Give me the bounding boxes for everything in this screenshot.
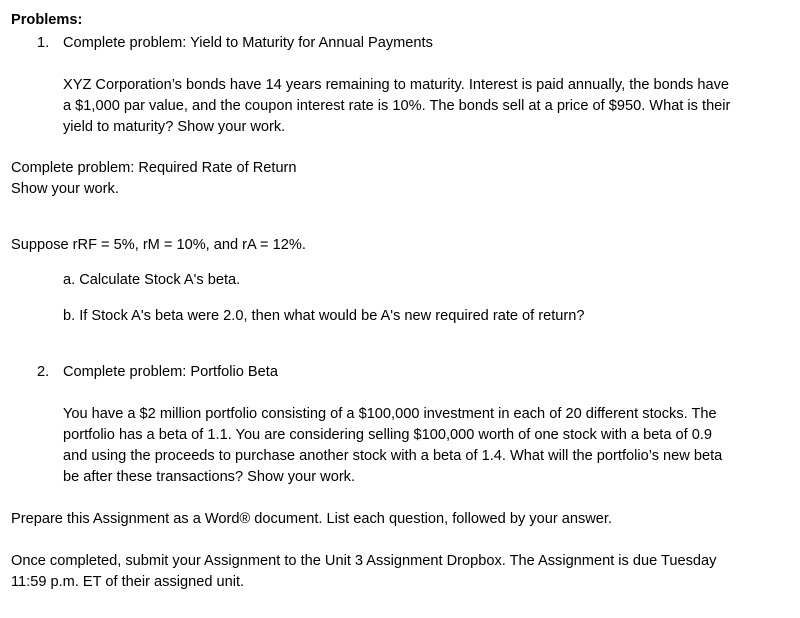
problem-2-body-line: and using the proceeds to purchase another stock with a beta of 1.4. What will the portfolio’s new beta	[63, 448, 723, 464]
problem-1-title-text: Complete problem: Yield to Maturity for Annual Payments	[63, 35, 433, 51]
problem-2-body-line: You have a $2 million portfolio consisting of a $100,000 investment in each of 20 different stocks. The	[63, 406, 717, 422]
prepare-instructions: Prepare this Assignment as a Word® document. List each question, followed by your answer.	[11, 511, 613, 527]
problem-2-body-line: be after these transactions? Show your work.	[63, 469, 356, 485]
problem-2-title-text: Complete problem: Portfolio Beta	[63, 364, 278, 380]
submit-line: Once completed, submit your Assignment to the Unit 3 Assignment Dropbox. The Assignment is due Tuesday	[11, 553, 717, 569]
problem-2-body-line: portfolio has a beta of 1.1. You are considering selling $100,000 worth of one stock with a beta of 0.9	[63, 427, 713, 443]
submit-instructions	[11, 551, 716, 593]
problem-1-body-line: XYZ Corporation’s bonds have 14 years remaining to maturity. Interest is paid annually, the bonds have	[63, 77, 730, 93]
problem-1-body-line: yield to maturity? Show your work.	[63, 119, 286, 135]
problems-heading: Problems:	[11, 12, 83, 28]
problem-2-body	[63, 404, 722, 488]
problem-1-body	[63, 75, 730, 138]
rrr-title: Complete problem: Required Rate of Return	[11, 160, 297, 176]
submit-line: 11:59 p.m. ET of their assigned unit.	[11, 574, 245, 590]
problem-2-number: 2.	[37, 364, 50, 380]
rrr-part-b: b. If Stock A's beta were 2.0, then what would be A's new required rate of return?	[63, 308, 585, 324]
problem-1-body-line: a $1,000 par value, and the coupon interest rate is 10%. The bonds sell at a price of $950. What is their	[63, 98, 731, 114]
problem-1-number: 1.	[37, 35, 50, 51]
rrr-part-a: a. Calculate Stock A's beta.	[63, 272, 241, 288]
rrr-show-work: Show your work.	[11, 181, 119, 197]
problem-2-title	[37, 362, 278, 383]
rrr-suppose: Suppose rRF = 5%, rM = 10%, and rA = 12%.	[11, 237, 306, 253]
problem-1-title	[37, 33, 433, 54]
